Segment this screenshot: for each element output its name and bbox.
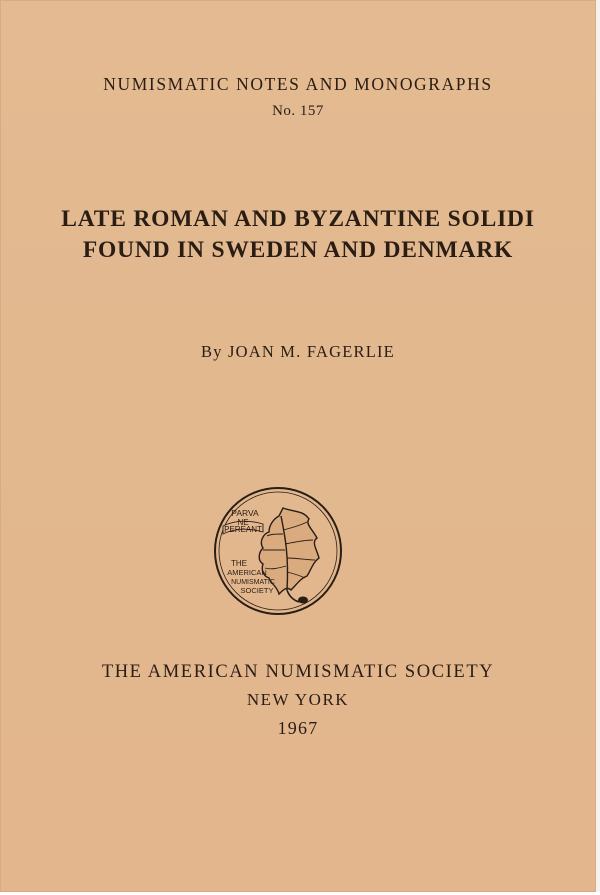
- book-title: [0, 204, 596, 266]
- author-line: By JOAN M. FAGERLIE: [201, 342, 395, 361]
- seal-society-line-1: THE: [231, 559, 247, 568]
- oak-leaf-seal-icon: [213, 486, 343, 616]
- series-number: No. 157: [272, 103, 324, 119]
- publisher-city: NEW YORK: [246, 690, 350, 709]
- seal-society-line-2: AMERICAN: [227, 568, 267, 577]
- title-line-1: LATE ROMAN AND BYZANTINE SOLIDI: [61, 206, 535, 232]
- seal-society-line-3: NUMISMATIC: [231, 579, 275, 586]
- series-title: NUMISMATIC NOTES AND MONOGRAPHS: [103, 74, 493, 94]
- publication-year: 1967: [277, 718, 319, 738]
- seal-motto-line-1: PARVA: [231, 508, 259, 518]
- seal-motto-line-2: NE: [237, 518, 249, 527]
- seal-motto-line-3: PEREANT: [224, 525, 262, 534]
- publisher-name: THE AMERICAN NUMISMATIC SOCIETY: [101, 662, 495, 682]
- title-line-2: FOUND IN SWEDEN AND DENMARK: [82, 237, 514, 263]
- seal-society-line-4: SOCIETY: [240, 586, 274, 595]
